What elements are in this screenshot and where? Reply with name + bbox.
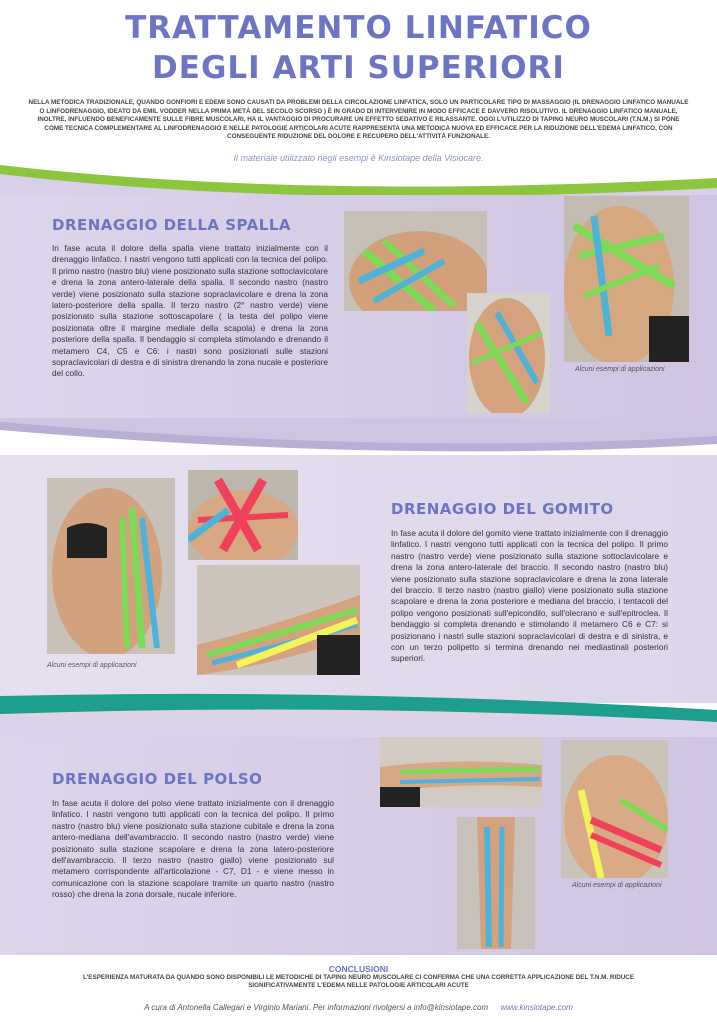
spalla-text: In fase acuta il dolore della spalla viene trattato inizialmente con il drenaggio linfatico. I nastri vengono tutti applicati con la tecnica del polipo. Il primo nastro (nastro blu) viene posizionato sulla stazione sottoclavicolare e drena la zona antero-laterale della spalla. Il secondo nastro (nastro verde) viene posizionato sulla stazione sopraclavicolare e drena la zona latero-posteriore della spalla. Il terzo nastro (2° nastro verde) viene posizionato sulla stazione sottoscapolare ( la testa del polipo viene posizionata oltre il margine mediale della scapola) e drena la zona posteriore della spalla. Il bendaggio si completa stimolando e drenando il metamero C4, C5 e C6: i nastri sono posizionati sulle stazioni sopraclavicolari di destra e di sinistra drenando la zona nucale e posteriore del collo. bbox=[52, 243, 328, 379]
gomito-heading: DRENAGGIO DEL GOMITO bbox=[391, 500, 614, 518]
spalla-bottom-swoosh bbox=[0, 418, 717, 458]
gomito-photo-3-image bbox=[197, 565, 360, 675]
polso-text: In fase acuta il dolore del polso viene trattato inizialmente con il drenaggio linfatico. I nastri vengono tutti applicati con la tecnica del polipo. Il primo nastro (nastro blu) viene posizionato sulla stazione cubitale e drena la zona antero-mediana dell'avambraccio. Il secondo nastro (nastro verde) viene posizionato sulla stazione scapolare e drena la zona latero-posteriore dell'avambraccio. Il terzo nastro (nastro giallo) viene posizionato sul metamero corrispondente all'articolazione - C7, D1 - e viene messo in comunicazione con la stazione scapolare tramite un quarto nastro (nastro rosso) che drena la zona dorsale, nucale inferiore. bbox=[52, 798, 334, 900]
poster-title bbox=[0, 8, 717, 88]
gomito-caption: Alcuni esempi di applicazioni bbox=[47, 662, 137, 669]
polso-photo-2 bbox=[457, 817, 535, 949]
gomito-photo-1-image bbox=[47, 478, 175, 654]
intro-paragraph: NELLA METODICA TRADIZIONALE, QUANDO GONFIORI E EDEMI SONO CAUSATI DA PROBLEMI DELLA CIRCOLAZIONE LINFATICA, SOLO UN PARTICOLARE TIPO DI MASSAGGIO (IL DRENAGGIO LINFATICO MANUALE O LINFODRENAGGIO, IDEATO DA EMIL VODDER NELLA PRIMA METÀ DEL SECOLO SCORSO ) È IN GRADO DI INTERVENIRE IN MODO EFFICACE E DAVVERO RISOLUTIVO. IL DRENAGGIO LINFATICO MANUALE, INOLTRE, INFLUENDO BENEFICAMENTE SULLE FIBRE MUSCOLARI, HA IL VANTAGGIO DI PROCURARE UN EFFETTO SEDATIVO E RILASSANTE. OGGI L'UTILIZZO DI TAPING NEURO MUSCOLARI (T.N.M.) SI PONE COME TECNICA COMPLEMENTARE AL LINFODRENAGGIO E NELLE PATOLOGIE ARTICOLARI ACUTE RAPPRESENTA UNA METODICA NUOVA ED EFFICACE PER LA RIDUZIONE DELL'EDEMA LINFATICO, CON CONSEGUENTE RIDUZIONE DEL DOLORE E RECUPERO DELL'ATTIVITÀ FUNZIONALE. bbox=[28, 99, 689, 141]
title-line-2: DEGLI ARTI SUPERIORI bbox=[152, 50, 565, 86]
spalla-caption: Alcuni esempi di applicazioni bbox=[575, 366, 665, 373]
conclusioni-heading: CONCLUSIONI bbox=[328, 964, 389, 974]
footer bbox=[0, 1003, 717, 1012]
gomito-bottom-swoosh bbox=[0, 692, 717, 742]
title-line-1: TRATTAMENTO LINFATICO bbox=[125, 10, 592, 46]
polso-photo-1 bbox=[380, 737, 542, 807]
material-note: Il materiale utilizzato negli esempi è Kinsiotape della Visiocare. bbox=[233, 153, 484, 163]
gomito-text: In fase acuta il dolore del gomito viene trattato inizialmente con il drenaggio linfatico. I nastri vengono tutti applicati con la tecnica del polipo. Il primo nastro (nastro verde) viene posizionato sulla stazione sottoclavicolare e drena la zona antero-laterale del braccio. Il secondo nastro (nastro blu) viene posizionato sulla stazione sopraclavicolare e drena la zona laterale del braccio. Il terzo nastro (nastro giallo) viene posizionato sulla stazione scapolare e drena la zona posteriore e mediana del braccio, i tentacoli del polipo vengono posizionati sull'epicondilo, sull'olecrano e sull'epitroclea. Il bendaggio si completa drenando e stimolando il metamero C6 e C7: si posizionano i nastri sulle stazioni sopraclavicolari di destra e di sinistra, e con un terzo polipetto si termina drenando nei mediastinali posteriori superiori. bbox=[391, 528, 668, 664]
footer-credits: A cura di Antonella Callegari e Virginio Mariani. Per informazioni rivolgersi a info@kinsiotape.com bbox=[144, 1003, 489, 1012]
spalla-photo-1-image bbox=[344, 211, 487, 311]
polso-photo-3-image bbox=[561, 740, 668, 878]
polso-photo-3 bbox=[561, 740, 668, 878]
gomito-photo-1 bbox=[47, 478, 175, 654]
polso-photo-1-image bbox=[380, 737, 542, 807]
spalla-photo-3 bbox=[564, 196, 689, 362]
polso-photo-2-image bbox=[457, 817, 535, 949]
spalla-photo-1 bbox=[344, 211, 487, 311]
spalla-photo-2-image bbox=[467, 293, 550, 413]
polso-caption: Alcuni esempi di applicazioni bbox=[572, 882, 662, 889]
spalla-photo-3-image bbox=[564, 196, 689, 362]
gomito-photo-3 bbox=[197, 565, 360, 675]
spalla-photo-2 bbox=[467, 293, 550, 413]
footer-url[interactable]: www.kinsiotape.com bbox=[500, 1003, 573, 1012]
gomito-photo-2 bbox=[188, 470, 298, 560]
spalla-heading: DRENAGGIO DELLA SPALLA bbox=[52, 216, 291, 234]
gomito-photo-2-image bbox=[188, 470, 298, 560]
conclusioni-text: L'ESPERIENZA MATURATA DA QUANDO SONO DISPONIBILI LE METODICHE DI TAPING NEURO MUSCOLARE CI CONFERMA CHE UNA CORRETTA APPLICAZIONE DEL T.N.M. RIDUCE SIGNIFICATIVAMENTE L'EDEMA NELLE PATOLOGIE ARTICOLARI ACUTE bbox=[82, 974, 635, 990]
polso-heading: DRENAGGIO DEL POLSO bbox=[52, 770, 263, 788]
